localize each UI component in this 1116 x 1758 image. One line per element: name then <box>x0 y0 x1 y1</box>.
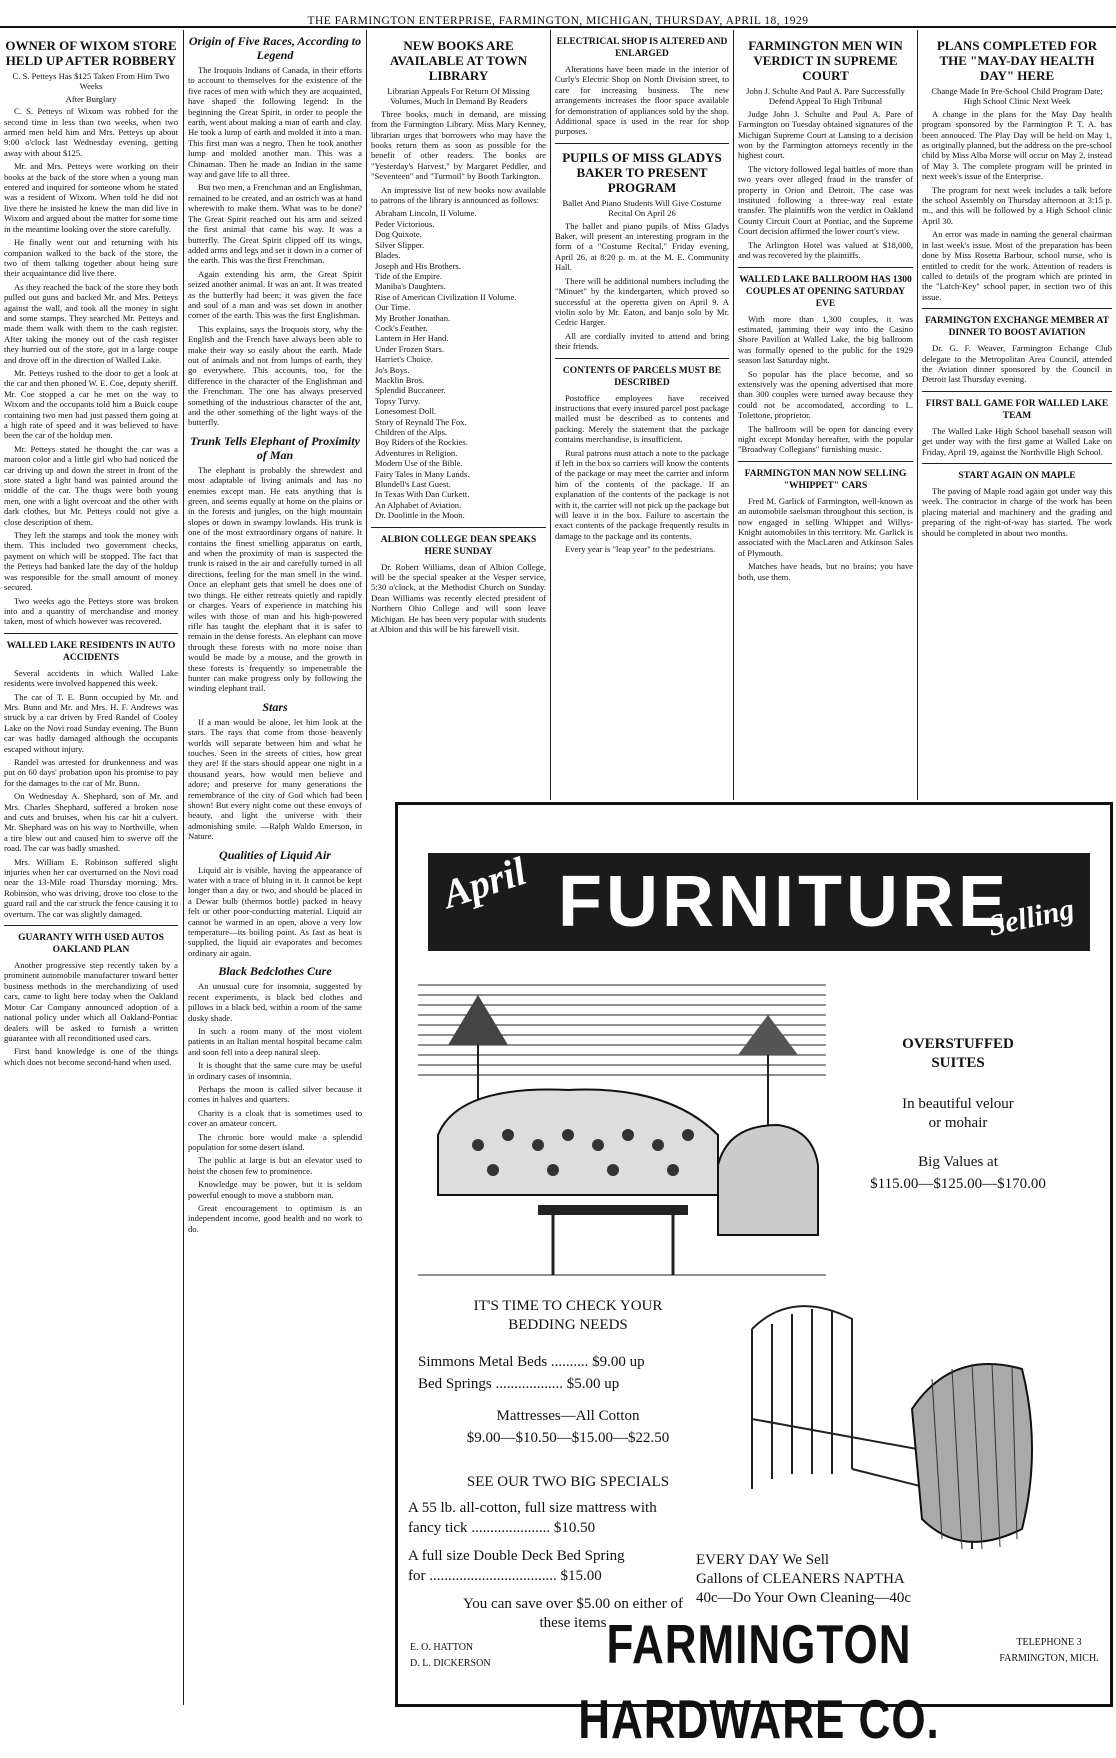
list-item: My Brother Jonathan. <box>375 312 451 323</box>
article-headline: PUPILS OF MISS GLADYS BAKER TO PRESENT PROGRAM <box>562 149 722 195</box>
cleaners-line-2: Gallons of CLEANERS NAPTHA <box>696 1571 905 1587</box>
column-rule <box>366 30 367 800</box>
article-paragraph: If a man would be alone, let him look at the stars. The rays that come from those heavenly worlds will separate between him and what he touches. Seen in the streets of cities, how great they are! If the stars should appear one night in a thousand years, how would men believe and adore; and preserve for many generations the remembrance of the city of God which had been shown! But every night come out these envoys of beauty, and light the universe with their admonishing smile. —Ralph Waldo Emerson, in Nature. <box>188 716 362 842</box>
article-subhead: C. S. Petteys Has $125 Taken From Him Two Weeks <box>12 71 170 92</box>
list-item: Boy Riders of the Rockies. <box>375 437 468 448</box>
article-paragraph: C. S. Petteys of Wixom was robbed for the second time in less than two weeks, when two armed men held him and Mrs. Petteys up about 9:00 o'clock last Wednesday evening, getting away with about $125. <box>4 106 178 158</box>
list-item: Macklin Bros. <box>375 374 425 385</box>
article-paragraph: An unusual cure for insomnia, suggested by recent experiments, is black bed clothes and pillows in a black bed, within a room of the same dusky shade. <box>188 981 362 1023</box>
suite-prices: $115.00—$125.00—$170.00 <box>870 1176 1046 1192</box>
divider <box>922 308 1112 309</box>
special-2a: A full size Double Deck Bed Spring <box>408 1548 625 1564</box>
article-paragraph: The ballroom will be open for dancing every night except Monday hereafter, with the popular "Broadway Collegians" furnishing music. <box>738 423 913 455</box>
column-6 <box>922 34 1112 800</box>
divider <box>371 527 546 528</box>
article-paragraph: The chronic bore would make a splendid population for some desert island. <box>188 1131 362 1152</box>
list-item: Dog Quixote. <box>375 229 422 240</box>
column-rule <box>550 30 551 800</box>
article-subhead: Change Made In Pre-School Child Program Date; High School Clinic Next Week <box>931 86 1103 107</box>
special-1-row <box>408 1519 738 1538</box>
article-headline: NEW BOOKS ARE AVAILABLE AT TOWN LIBRARY <box>389 38 528 83</box>
article-headline: Trunk Tells Elephant of Proximity of Man <box>190 433 360 462</box>
list-item: Lonesomest Doll. <box>375 406 437 417</box>
divider <box>738 461 913 462</box>
article-paragraph: Dr. Robert Williams, dean of Albion College, will be the special speaker at the Vesper service, 5:30 o'clock, at the Methodist Church on Sunday. Dean Williams was recently elected president of Northern Ohio College and will soon leave Michigan. He has been very popular with students at Albion and this will be his farewell visit. <box>371 561 546 635</box>
article-paragraph: Mrs. William E. Robinson suffered slight injuries when her car overturned on the Novi road near the 13-Mile road Thursday morning. Mrs. Robinson, who was driving, drove too close to the guard rail and the car struck the fence causing it to overturn. The car was slightly damaged. <box>4 856 178 919</box>
list-item: Jo's Boys. <box>375 364 410 375</box>
list-item: Cock's Feather. <box>375 322 428 333</box>
article-paragraph: Mr. Petteys rushed to the door to get a look at the car and then phoned W. E. Coe, deputy sheriff. Mr. Coe stopped a car he met on the way to Wixom and the occupants told him a Buick coupe containing two men had just passed them going at a high rate of speed and it was believed to have been the car of the holdup men. <box>4 367 178 441</box>
column-rule <box>917 30 918 800</box>
article-paragraph: Great encouragement to optimism is an independent income, good health and no work to do. <box>188 1203 362 1234</box>
list-item: Silver Slipper. <box>375 239 425 250</box>
bed-and-mattress-illustration <box>732 1269 1050 1569</box>
cleaners-line-1: EVERY DAY We Sell <box>696 1552 830 1568</box>
springs-price: $5.00 up <box>566 1376 620 1392</box>
mattress-prices: $9.00—$10.50—$15.00—$22.50 <box>466 1430 670 1446</box>
list-item: Lantern in Her Hand. <box>375 333 449 344</box>
special-2-price: $15.00 <box>560 1568 602 1584</box>
list-item: Our Time. <box>375 302 411 313</box>
article-subhead: John J. Schulte And Paul A. Pare Successfully Defend Appeal To High Tribunal <box>746 86 905 107</box>
list-item: Fairy Tales in Many Lands. <box>375 468 470 479</box>
article-headline: FARMINGTON MEN WIN VERDICT IN SUPREME COURT <box>748 38 903 83</box>
article-paragraph: Fred M. Garlick of Farmington, well-known as an automobile saelsman throughout this section, is now engaged in selling Whippet and Willys-Knight automobiles in this territory. Mr. Garlick is associated with the MacLaren and Atkinson Sales of Plymouth. <box>738 495 913 558</box>
column-5 <box>738 34 913 800</box>
article-paragraph: It is thought that the same cure may be useful in ordinary cases of insomnia. <box>188 1060 362 1081</box>
divider <box>4 925 178 926</box>
list-item: Maniba's Daughters. <box>375 281 446 292</box>
banner-selling: Selling <box>985 892 1078 943</box>
table-top <box>538 1205 688 1215</box>
list-item: Blades. <box>375 250 401 261</box>
article-paragraph: With more than 1,300 couples, it was estimated, jamming their way into the Casino Shore Pavilion at Walled Lake, the big ballroom was formally opened to the public for the 1929 season last Saturday night. <box>738 313 913 366</box>
article-paragraph: Every year is "leap year" to the pedestrians. <box>565 544 716 555</box>
springs-leader: .................. <box>495 1376 564 1392</box>
special-1a: A 55 lb. all-cotton, full size mattress with <box>408 1500 657 1516</box>
article-headline: ALBION COLLEGE DEAN SPEAKS HERE SUNDAY <box>380 534 537 557</box>
divider <box>922 463 1112 464</box>
save-note: You can save over $5.00 on either of these items <box>462 1596 684 1631</box>
article-headline: GUARANTY WITH USED AUTOS OAKLAND PLAN <box>18 933 164 956</box>
simmons-leader: .......... <box>550 1354 589 1370</box>
article-headline: FARMINGTON EXCHANGE MEMBER AT DINNER TO BOOST AVIATION <box>925 316 1109 339</box>
article-paragraph: He finally went out and returning with his companion walked to the back of the store, the two of them talking together about being sure their acquaintance did live there. <box>4 237 178 279</box>
armchair <box>718 1125 818 1235</box>
book-list <box>371 208 546 520</box>
specials-title: SEE OUR TWO BIG SPECIALS <box>466 1474 670 1490</box>
special-2-row <box>408 1567 738 1586</box>
divider <box>738 267 913 268</box>
article-paragraph: Alterations have been made in the interior of Curly's Electric Shop on North Division street, to care for increasing business. The new arrangements increases the floor space available for demonstration of appliances sold by the shop. Additional space is used in the rear for shop purposes. <box>555 64 729 137</box>
article-paragraph: All are cordially invited to attend and bring their friends. <box>555 330 729 352</box>
article-paragraph: Two weeks ago the Petteys store was broken into and a quantity of merchandise and money taken, most of which however was recovered. <box>4 595 178 627</box>
article-paragraph: Three books, much in demand, are missing from the Farmington Library. Miss Mary Kenney, librarian urges that borrowers who may have the books return them as soon as possible for the benefit of other readers. The books are "Yesterday's Harvest," by Margaret Peddler, and "Seventeen" and "Turmoil" by Booth Tarkington. <box>371 108 546 182</box>
article-paragraph: Several accidents in which Walled Lake residents were involved happened this week. <box>4 667 178 689</box>
owner-name: E. O. HATTON <box>410 1642 474 1653</box>
divider <box>555 358 729 359</box>
article-headline: PLANS COMPLETED FOR THE "MAY-DAY HEALTH DAY" HERE <box>936 38 1098 83</box>
article-paragraph: An impressive list of new books now available to patrons of the library is announced as follows: <box>371 184 546 206</box>
article-paragraph: The program for next week includes a talk before the school Assembly on Thursday afternoon at 3:15 p. m., and this will be followed by a High School clinic April 30. <box>922 184 1112 226</box>
special-1b: fancy tick <box>408 1520 468 1536</box>
article-paragraph: This explains, says the Iroquois story, why the English and the French have always been able to make their way so easily about the earth. Made out of animals and not from lumps of earth, they go everywhere. This accounts, too, for the difference in the character of the Englishman and the Frenchman. The one has always preserved something of the industrious character of the ant, and the other something of the light ways of the butterfly. <box>188 323 362 428</box>
owner-name: D. L. DICKERSON <box>410 1658 491 1669</box>
cleaners-box <box>696 1551 996 1608</box>
article-paragraph: The ballet and piano pupils of Miss Gladys Baker, will present an interesting program in the form of a "Costume Recital," Friday evening, April 26, at 8:20 p. m. at the M. E. Community Hall. <box>555 220 729 273</box>
list-item: Joseph and His Brothers. <box>375 260 461 271</box>
article-paragraph: The victory followed legal battles of more than two years over alleged fraud in the transfer of property in Orion and Detroit. The case was instituted following a three-way real estate transfer. The plaintiffs won the verdict in Oakland County Circuit Court at Pontiac, and the Supreme Court decision affirmed the lower court's view. <box>738 163 913 237</box>
article-paragraph: Charity is a cloak that is sometimes used to cover an amateur concert. <box>188 1107 362 1129</box>
special-2b: for <box>408 1568 426 1584</box>
article-paragraph: Dr. G. F. Weaver, Farmington Echange Club delegate to the Metropolitan Area Council, attended the Aviation dinner sponsored by the Council in Detroit last Thursday evening. <box>922 343 1112 385</box>
column-1 <box>4 34 178 1709</box>
article-paragraph: They left the stamps and took the money with them. This included two government checks, payment on which will be stopped. The fact that the Petteys had banked late the day of the holdup was responsible for the small amount of money secured. <box>4 530 178 593</box>
article-headline: OWNER OF WIXOM STORE HELD UP AFTER ROBBERY <box>5 38 177 68</box>
article-paragraph: Randel was arrested for drunkenness and was put on 60 days' probation upon his promise to pay for the damages to the car of Mr. Bunn. <box>4 756 178 788</box>
store-logo <box>524 1614 994 1751</box>
column-rule <box>183 30 184 1705</box>
divider <box>922 391 1112 392</box>
list-item: Topsy Turvy. <box>375 395 421 406</box>
article-paragraph: Mr. Petteys stated he thought the car was a maroon color and a little girl who had noticed the car driving up and down the street in front of the store stated a light band was painted around the middle of the car. The thugs were both young men, one with a light overcoat and the other with dark clothes, but Mr. Petteys could not give a close description of them. <box>4 443 178 527</box>
list-item: Under Frozen Stars. <box>375 343 444 354</box>
list-item: Dr. Doolittle in the Moon. <box>375 510 465 521</box>
article-paragraph: Knowledge may be power, but it is seldom powerful enough to move a stubborn man. <box>188 1179 362 1200</box>
article-paragraph: Another progressive step recently taken by a prominent automobile manufacturer toward better business methods in the merchandizing of used cars, came to light here today when the Oakland Motor Car Company announced adoption of a national policy under which all Oakland-Pontiac dealers will be asked to furnish a written guarantee with all reconditioned used cars. <box>4 960 178 1043</box>
article-paragraph: The public at large is but an elevator used to hoist the chosen few to prominence. <box>188 1155 362 1176</box>
owners <box>410 1640 491 1672</box>
article-paragraph: Rural patrons must attach a note to the package if left in the box so carriers will know the contents of the package or may meet the carrier and inform him of the contents of the package. If an explanation of the contents of the package is not with it, the carrier will not pick up the package but will leave it in the box. Failure to ascertain the exact contents of the package frequently results in damage to the package and its contents. <box>555 447 729 541</box>
banner-furniture: FURNITURE <box>558 862 1010 942</box>
list-item: In Texas With Dan Curkett. <box>375 489 470 500</box>
special-1-price: $10.50 <box>553 1520 596 1536</box>
column-2 <box>188 34 362 1709</box>
list-item: Abraham Lincoln, II Volume. <box>375 208 477 219</box>
article-headline: WALLED LAKE RESIDENTS IN AUTO ACCIDENTS <box>6 640 176 663</box>
article-headline: WALLED LAKE BALLROOM HAS 1300 COUPLES AT OPENING SATURDAY EVE <box>739 274 912 309</box>
cleaners-line-3: 40c—Do Your Own Cleaning—40c <box>696 1590 911 1606</box>
suites-fabric: In beautiful velour or mohair <box>902 1096 1014 1131</box>
list-item: Harriet's Choice. <box>375 354 433 365</box>
springs-label: Bed Springs <box>418 1376 492 1392</box>
simmons-price: $9.00 up <box>592 1354 645 1370</box>
mattress-title: Mattresses—All Cotton <box>496 1408 640 1424</box>
list-item: Tide of the Empire. <box>375 270 442 281</box>
store-phone: TELEPHONE 3 <box>1016 1637 1082 1648</box>
article-subhead: Ballet And Piano Students Will Give Costume Recital On April 26 <box>562 197 722 219</box>
list-item: Modern Use of the Bible. <box>375 458 463 469</box>
list-item: Blundell's Last Guest. <box>375 479 451 490</box>
article-paragraph: The Walled Lake High School baseball season will get under way with the first game at Walled Lake on Friday, April 19, against the Northville High School. <box>922 425 1112 457</box>
furniture-banner <box>428 848 1090 951</box>
special-1-leader: ..................... <box>471 1520 551 1536</box>
suites-title: OVERSTUFFED SUITES <box>902 1036 1014 1071</box>
article-headline: FIRST BALL GAME FOR WALLED LAKE TEAM <box>925 398 1109 421</box>
article-paragraph: The paving of Maple road again got under way this week. The contractor in charge of the work has been placing material and machinery and the grading and preparing of the right-of-way has started. The work should be completed in about two months. <box>922 485 1112 538</box>
article-headline: CONTENTS OF PARCELS MUST BE DESCRIBED <box>562 365 722 388</box>
article-paragraph: The elephant is probably the shrewdest and most adaptable of living animals and has no enemies except man. He eats anything that is green, and seems equally at home on the plains or in the forests and jungles, on the high mountain slopes or down in swampy lowlands. His trunk is one of the most extraordinary organs of nature. It contains the finest smelling apparatus on earth, and when the proximity of man is suspected the trunk is raised in the air and carefully turned in all directions, feeling for the man smell in the wind. Once an elephant gets that smell he does one of two things. He either retreats quietly and rapidly or charges. Years of experience in matching his wiles with those of man and his high-powered rifle has taught the elephant that it is safer to remain in the dense forests. An elephant can move through these forests with no more noise than would be made by a mouse, and the growth in these forests is frequently so impenetrable the hunter can make progress only by following the winding elephant trail. <box>188 464 362 694</box>
article-paragraph: As they reached the back of the store they both pulled out guns and backed Mr. and Mrs. Petteys against the wall, and took all the money in sight and some stamps. They searched Mr. Petteys and made them walk with them to the cash register. After taking the money out of the cash register they hurried out of the store, got in a large coupe and drove off in the direction of Walled Lake. <box>4 281 178 365</box>
article-paragraph: Liquid air is visible, having the appearance of water with a trace of bluing in it. It cannot be kept longer than a day or two, and should be placed in a Dewar bulb (thermos bottle) packed in heavy felt or other poor-conducting material. Liquid air cannot be warmed in an open, above a very low temperature—its boiling point. As fast as heat is supplied, the liquid air evaporates and becomes ordinary air again. <box>188 864 362 958</box>
simmons-label: Simmons Metal Beds <box>418 1354 548 1370</box>
article-paragraph: The car of T. E. Bunn occupied by Mr. and Mrs. Bunn and Mr. and Mrs. H. F. Andrews was struck by a car driven by Fred Randel of Cooley Lake on the Novi road Sunday evening. The Bunn car was badly damaged although the occupants escaped without injury. <box>4 691 178 754</box>
special-2-leader: .................................. <box>429 1568 557 1584</box>
banner-april: April <box>437 848 532 917</box>
article-paragraph: Judge John J. Schulte and Paul A. Pare of Farmington on Tuesday obtained signatures of the Michigan Supreme Court at Lansing to a decision won by the Farmington attorneys recently in the highest court. <box>738 108 913 161</box>
article-paragraph: Perhaps the moon is called silver because it comes in halves and quarters. <box>188 1083 362 1105</box>
article-subhead: After Burglary <box>65 93 117 104</box>
list-item: Story of Reynald The Fox. <box>375 416 467 427</box>
springs-row <box>418 1375 728 1394</box>
article-paragraph: But two men, a Frenchman and an Englishman, remained to be created, and an ostrich was at hand wherewith to make them. What was to be done? The Great Spirit reached out his arm and seized the first animal that came his way. It was a butterfly. The Great Spirit clipped off its wings, added arms and legs and set it down in a corner of the earth. This was the first Frenchman. <box>188 182 362 266</box>
article-paragraph: The Arlington Hotel was valued at $18,000, and was recovered by the plaintiffs. <box>738 239 913 261</box>
column-rule <box>733 30 734 800</box>
divider <box>555 143 729 144</box>
simmons-row <box>418 1353 728 1372</box>
article-paragraph: First hand knowledge is one of the things which does not become second-hand when used. <box>4 1046 178 1067</box>
masthead: THE FARMINGTON ENTERPRISE, FARMINGTON, MICHIGAN, THURSDAY, APRIL 18, 1929 <box>0 4 1116 28</box>
article-headline: FARMINGTON MAN NOW SELLING "WHIPPET" CARS <box>744 468 907 491</box>
living-room-illustration <box>418 975 826 1285</box>
column-3 <box>371 34 546 800</box>
article-paragraph: Mr. and Mrs. Petteys were working on their books at the back of the store when a young man entered and inquired for someone whom he stated was a resident of Wixom. When told he did not live there he insisted he knew the man did live in Wixom and argued about the matter for some time in the meantime looking over the store carefully. <box>4 161 178 234</box>
big-values-label: Big Values at <box>918 1154 998 1170</box>
store-city: FARMINGTON, MICH. <box>999 1653 1099 1664</box>
list-item: Adventures in Religion. <box>375 447 458 458</box>
bedding-title: IT'S TIME TO CHECK YOUR BEDDING NEEDS <box>473 1298 663 1333</box>
article-headline: Black Bedclothes Cure <box>218 964 332 979</box>
list-item: Children of the Alps. <box>375 427 448 437</box>
article-paragraph: The Iroquois Indians of Canada, in their efforts to account to themselves for the existence of the five races of men with which they are acquainted, have shaped the following legend: In the beginning the Great Spirit, in order to people the earth, went about making a man of earth and clay. He took a lump of earth and molded it into a man. This first man was a negro. Then he took another lump and molded another man. This was a Chinaman. Then he made an Indian in the same way and gave life to all three. <box>188 65 362 180</box>
article-subhead: Librarian Appeals For Return Of Missing Volumes, Much In Demand By Readers <box>387 86 530 107</box>
list-item: Peder Victorious. <box>375 218 435 229</box>
article-paragraph: Again extending his arm, the Great Spirit seized another animal. It was an ant. It was treated as the butterfly had been; it was given the face and soul of a man and was set down in another corner of the earth. This was the first Englishman. <box>188 268 362 321</box>
article-headline: Stars <box>262 699 288 714</box>
article-paragraph: Postoffice employees have received instructions that every insured parcel post package mailed must be described as to contents and packing. Merely the statement that the package contains merchandise, is insufficient. <box>555 392 729 445</box>
article-paragraph: In such a room many of the most violent patients in an Italian mental hospital became calm and soon fell into a deep natural sleep. <box>188 1025 362 1057</box>
list-item: Rise of American Civilization II Volume. <box>375 291 517 302</box>
article-headline: Qualities of Liquid Air <box>219 847 331 862</box>
list-item: An Alphabet of Aviation. <box>375 499 462 510</box>
article-paragraph: On Wednesday A. Shephard, son of Mr. and Mrs. Charles Shephard, suffered a broken nose and cuts and bruises, when his car hit a culvert. Mr. Shephard was on his way to Northville, when a tire blew out and caused him to swerve off the road. The car was badly smashed. <box>4 791 178 854</box>
store-contact <box>994 1635 1104 1667</box>
article-headline: Origin of Five Races, According to Legend <box>188 34 362 62</box>
article-paragraph: There will be additional numbers including the "Minuet" by the kindergarten, which proved so successful at the operetta given on April 9. A violin solo by Mr. Eaton, and banjo solo by Mr. Cedric Harger. <box>555 275 729 328</box>
article-paragraph: A change in the plans for the May Day health program sponsored by the Farmington P. T. A. has been annouced. The Play Day will be held on May 1, as originally planned, but the address on the pre-school child by Miss Alba Morse will occur on May 2, instead of May 3. The complete program will be printed in next week's issue of the Enterprise. <box>922 108 1112 182</box>
furniture-advertisement <box>395 802 1113 1751</box>
article-paragraph: So popular has the place become, and so extensively was the opening advertised that more than 300 couples were turned away because they could not be accomodated, according to L. Tolettone, proprietor. <box>738 368 913 421</box>
article-headline: ELECTRICAL SHOP IS ALTERED AND ENLARGED <box>556 37 728 59</box>
store-name: FARMINGTON HARDWARE CO. <box>578 1614 940 1751</box>
column-4 <box>555 34 729 800</box>
list-item: Splendid Buccaneer. <box>375 385 446 396</box>
article-headline: START AGAIN ON MAPLE <box>958 470 1076 481</box>
divider <box>4 633 178 634</box>
article-paragraph: Matches have heads, but no brains; you have both, use them. <box>738 561 913 582</box>
article-paragraph: An error was made in naming the general chairman in last week's issue. Most of the preparation has been done by Miss Rosetta Barbour, school nurse, who is entitled to credit for the work. Attention of readers is called to details of the program which are printed in the "Latch-Key" school paper, in section two of this issue. <box>922 229 1112 302</box>
